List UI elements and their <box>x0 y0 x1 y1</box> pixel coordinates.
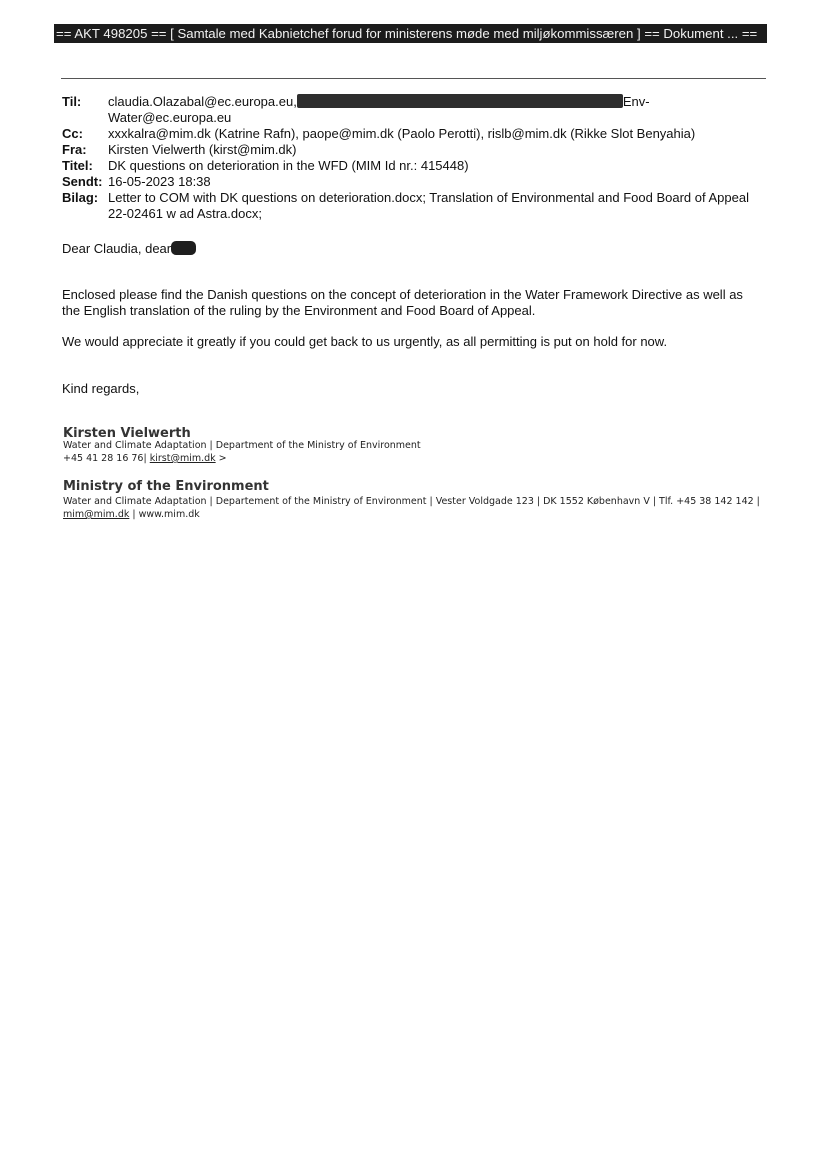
to-address: claudia.Olazabal@ec.europa.eu, <box>108 94 297 109</box>
signature-name: Kirsten Vielwerth <box>63 426 191 441</box>
header-divider <box>61 78 766 79</box>
to-address-2: Env- <box>622 94 650 109</box>
body-paragraph-2: We would appreciate it greatly if you could get back to us urgently, as all permitting is put on hold for now. <box>62 334 668 349</box>
sent-row <box>62 174 762 190</box>
signature-email-suffix: > <box>215 453 227 464</box>
attachments-row <box>62 190 762 222</box>
document-banner: == AKT 498205 == [ Samtale med Kabnietchef forud for ministerens møde med miljøkommissæren ] == Dokument ... == <box>54 24 767 43</box>
signature-org: Ministry of the Environment <box>63 479 269 494</box>
attachments-label: Bilag: <box>62 190 99 205</box>
title-row <box>62 158 762 174</box>
from-row <box>62 142 762 158</box>
attachments-value: Letter to COM with DK questions on deterioration.docx; Translation of Environmental and Food Board of Appeal 22-02461 w ad Astra.docx; <box>108 190 749 221</box>
from-value: Kirsten Vielwerth (kirst@mim.dk) <box>108 142 297 157</box>
title-value: DK questions on deterioration in the WFD (MIM Id nr.: 415448) <box>108 158 469 173</box>
to-address-3: Water@ec.europa.eu <box>108 110 232 125</box>
body-paragraph-1: Enclosed please find the Danish questions on the concept of deterioration in the Water Framework Directive as well as the English translation of the ruling by the Environment and Food Board of Appeal. <box>62 287 743 318</box>
org-web: | www.mim.dk <box>129 509 200 520</box>
signature-contact <box>63 453 227 465</box>
from-label: Fra: <box>62 142 87 157</box>
sent-value: 16-05-2023 18:38 <box>108 174 211 189</box>
signature-email-link[interactable]: kirst@mim.dk <box>149 453 216 464</box>
to-label: Til: <box>62 94 82 109</box>
greeting-text: Dear Claudia, dear <box>62 241 172 256</box>
sent-label: Sendt: <box>62 174 103 189</box>
org-email-link[interactable]: mim@mim.dk <box>63 509 130 520</box>
signature-org-contact <box>63 509 200 521</box>
title-label: Titel: <box>62 158 93 173</box>
signature-role: Water and Climate Adaptation | Department of the Ministry of Environment <box>63 440 421 451</box>
signature-phone: +45 41 28 16 76| <box>63 453 147 464</box>
to-value <box>108 94 762 126</box>
signature-org-line: Water and Climate Adaptation | Departement of the Ministry of Environment | Vester Voldgade 123 | DK 1552 København V | Tlf. +45 38 142 142 | <box>63 496 760 507</box>
redaction-block <box>171 241 196 255</box>
cc-label: Cc: <box>62 126 83 141</box>
cc-value: xxxkalra@mim.dk (Katrine Rafn), paope@mim.dk (Paolo Perotti), rislb@mim.dk (Rikke Slot Benyahia) <box>108 126 696 141</box>
closing: Kind regards, <box>62 381 140 396</box>
redaction-block <box>297 94 623 108</box>
greeting <box>62 241 762 257</box>
email-header <box>62 94 762 222</box>
to-row <box>62 94 762 126</box>
cc-row <box>62 126 762 142</box>
